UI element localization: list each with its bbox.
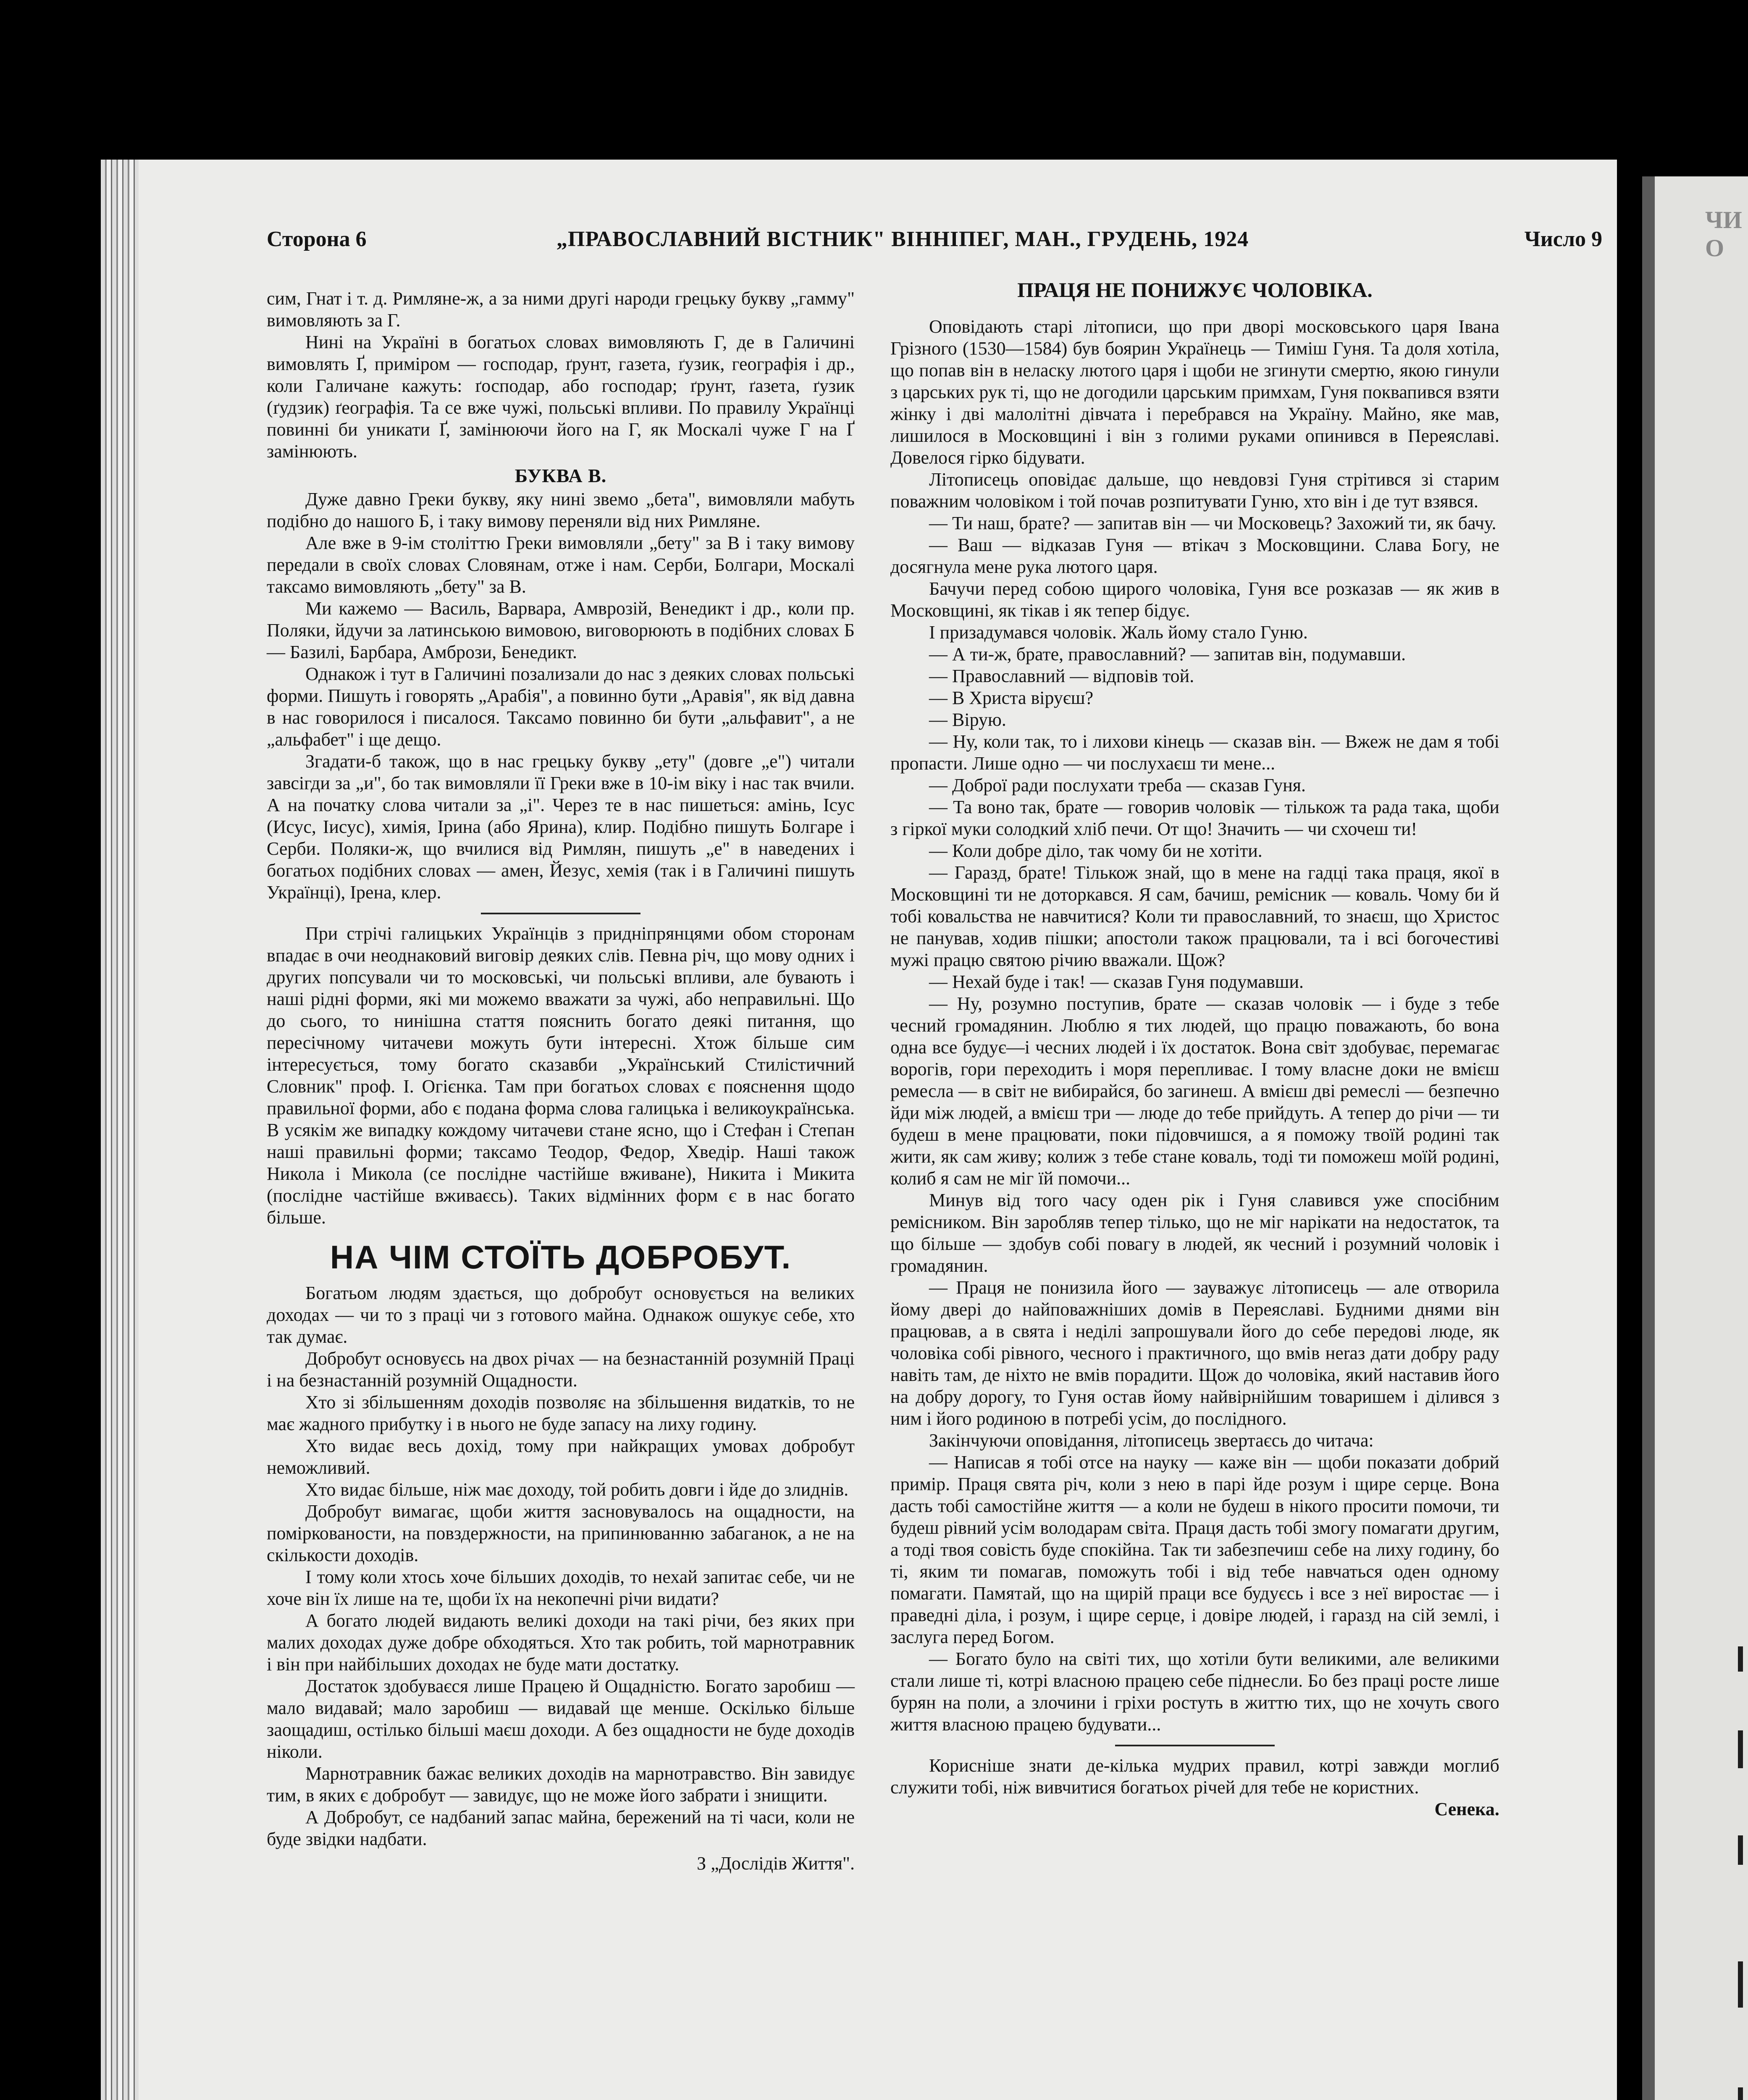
paragraph: — А ти-ж, брате, православний? — запитав він, подумавши. xyxy=(929,644,1406,664)
paragraph: Дуже давно Греки букву, яку нині звемо „бета", вимовляли мабуть подібно до нашого Б, і таку вимову переняли від них Римляне. xyxy=(267,489,855,531)
paragraph: — Доброї ради послухати треба — сказав Гуня. xyxy=(929,775,1306,795)
paragraph: Хто видає весь дохід, тому при найкращих умовах добробут неможливий. xyxy=(267,1436,855,1478)
paragraph: Літописець оповідає дальше, що невдовзі Гуня стрітився зі старим поважним чоловіком і той почав розпитувати Гуню, хто він і де тут взявся. xyxy=(890,469,1499,512)
paragraph: Богатьом людям здається, що добробут основується на великих доходах — чи то з праці чи з готового майна. Однакож ошукує себе, хто так думає. xyxy=(267,1283,855,1347)
paragraph: Марнотравник бажає великих доходів на марнотравство. Він завидує тим, в яких є добробут — завидує, що не може його забрати і знищити. xyxy=(267,1763,855,1806)
paragraph: — Ну, коли так, то і лихови кінець — сказав він. — Вжеж не дам я тобі пропасти. Лише одно — чи послухаєш ти мене... xyxy=(890,731,1499,774)
article-title: НА ЧІМ СТОЇТЬ ДОБРОБУТ. xyxy=(330,1239,792,1276)
paragraph: Згадати-б також, що в нас грецьку букву „ету" (довге „е") читали завсігди за „и", бо так вимовляли її Греки вже в 10-ім віку і нас так вчили. А на початку слова читали за „і". Через те в нас пишеться: амінь, Ісус (Исус, Іисус), химія, Ірина (або Ярина), клир. Подібно пишуть Болгаре і Серби. Поляки-ж, що вчилися від Римлян, пишуть „е" в наведених і богатьох подібних словах — амен, Йезус, хемія (так і в Галичині пишуть Українці), Ірена, клер. xyxy=(267,751,855,903)
page-gutter xyxy=(1642,176,1655,2100)
paragraph: І тому коли хтось хоче більших доходів, то нехай запитає себе, чи не хоче він їх лише на те, щоби їх на некопечні річи видати? xyxy=(267,1567,855,1609)
paragraph: Минув від того часу оден рік і Гуня славився уже спосібним ремісником. Він заробляв тепер тілько, що не міг нарікати на недостаток, та що більше — здобув собі повагу в людей, як чесний і розумний чоловік і громадянин. xyxy=(890,1190,1499,1276)
paragraph: — Православний — відповів той. xyxy=(929,666,1194,686)
left-column xyxy=(267,288,855,1874)
paragraph: — Написав я тобі отсе на науку — каже він — щоби показати добрий примір. Праця свята річ, коли з нею в парі йде розум і щире серце. Вона дасть тобі самостійне життя — а коли не будеш в нікого просити помочи, ти будеш рівний усім володарам світа. Праця дасть тобі змогу помагати другим, а тоді твоя совість буде спокійна. Так ти забезпечиш себе на лиху годину, бо ті, яким ти помагав, поможуть тобі і від тебе навчаться оден одному помагати. Памятай, що на щирій праци все будуєсь і все з неї виростає — і праведні діла, і розум, і щире серце, і довіре людей, і гаразд на сій землі, і заслуга перед Богом. xyxy=(890,1452,1499,1647)
paragraph: — В Христа віруєш? xyxy=(929,688,1094,708)
paragraph: Нині на Україні в богатьох словах вимовляють Г, де в Галичині вимовлять Ґ, приміром — господар, ґрунт, газета, ґузик, географія і др., коли Галичане кажуть: ґосподар, або господар; ґрунт, ґазета, ґузик (ґудзик) ґеографія. Та се вже чужі, польські впливи. По правилу Українці повинні би уникати Ґ, замінюючи його на Г, як Москалі чуже Г на Ґ замінюють. xyxy=(267,332,855,462)
edge-mark xyxy=(1738,2087,1743,2100)
paragraph: Однакож і тут в Галичині позализали до нас з деяких словах польські форми. Пишуть і говорять „Арабія", а повинно бути „Аравія", як від давна в нас говорилося і писалося. Таксамо повинно би бути „альфавит", а не „альфабет" і ще дещо. xyxy=(267,664,855,750)
paragraph: Але вже в 9-ім століттю Греки вимовляли „бету" за В і таку вимову передали в своїх словах Словянам, отже і нам. Серби, Болгари, Москалі таксамо вимовляють „бету" за В. xyxy=(267,533,855,597)
paragraph: При стрічі галицьких Українців з придніпрянцями обом сторонам впадає в очи неоднаковий виговір деяких слів. Певна річ, що мову одних і других попсували чи то московські, чи польські впливи, але бувають і наші рідні форми, які ми можемо вважати за чужі, або неправильні. Що до сього, то нинішна стаття пояснить богато деякі питання, що пересічному читачеви можуть бути інтересні. Хтож більше сим інтересується, тому богато сказавби „Український Стилістичний Словник" проф. І. Огієнка. Там при богатьох словах є пояснення щодо правильної форми, або є подана форма слова галицька і великоукраїнська. В усякім же випадку кождому читачеви стане ясно, що і Стефан і Степан наші правильні форми; таксамо Теодор, Федор, Хведір. Наші також Никола і Микола (се послідне частійше вживане), Никита і Микита (послідне частійше вживаєсь). Таких відмінних форм є в нас богато більше. xyxy=(267,923,855,1228)
edge-mark xyxy=(1738,1646,1743,1672)
paragraph: — Коли добре діло, так чому би не хотіти. xyxy=(929,840,1262,861)
paragraph: Хто зі збільшенням доходів позволяє на збільшення видатків, то не має жадного прибутку і в нього не буде запасу на лиху годину. xyxy=(267,1392,855,1434)
paragraph: — Ваш — відказав Гуня — втікач з Московщини. Слава Богу, не досягнула мене рука лютого царя. xyxy=(890,535,1499,577)
issue-number: Число 9 xyxy=(1524,227,1602,251)
paragraph: — Гаразд, брате! Тількож знай, що в мене на гадці така праця, якої в Московщині ти не доторкався. Я сам, бачиш, ремісник — коваль. Чому би й тобі ковальства не навчитися? Коли ти православний, то знаєш, що Христос не панував, ходив пішки; апостоли також працювали, та і всі богочестиві мужі працю святою річию вважали. Щож? xyxy=(890,862,1499,970)
next-page-fragment: ЧИ О xyxy=(1705,206,1742,262)
article-title: ПРАЦЯ НЕ ПОНИЖУЄ ЧОЛОВІКА. xyxy=(1017,278,1373,302)
paragraph: — Праця не понизила його — зауважує літописець — але отворила йому двері до найповажніших домів в Переяславі. Будними днями він працював, а в свята і неділі запрошували його до себе передові люде, як чоловіка собі рівного, чесного і практичного, що вмів неraз дати добру раду навіть там, де ніхто не вмів порадити. Щож до чоловіка, який наставив його на добру дорогу, то Гуня остав йому найвірнійшим товаришем і ділився з ним і його родиною в потребі усім, до послідного. xyxy=(890,1277,1499,1429)
paragraph: Достаток здобуваєся лише Працею й Ощадністю. Богато заробиш — мало видавай; мало заробиш — видавай ще менше. Оскілько більше заощадиш, остілько більші маєш доходи. А без ощадности не буде доходів ніколи. xyxy=(267,1676,855,1762)
paragraph: — Та воно так, брате — говорив чоловік — тількож та рада така, щоби з гіркої муки солодкий хліб печи. От що! Значить — чи схочеш ти! xyxy=(890,797,1499,839)
section-divider xyxy=(1115,1745,1275,1746)
paragraph: Хто видає більше, ніж має доходу, той робить довги і йде до злиднів. xyxy=(305,1479,849,1500)
newspaper-page xyxy=(139,160,1617,2100)
paragraph: Бачучи перед собою щирого чоловіка, Гуня все розказав — як жив в Московщині, як тікав і як тепер бідує. xyxy=(890,578,1499,621)
page-header xyxy=(267,227,1602,260)
next-page-edge xyxy=(1642,176,1748,2100)
right-column xyxy=(890,316,1499,1820)
paragraph: — Ти наш, брате? — запитав він — чи Московець? Захожий ти, як бачу. xyxy=(929,513,1496,533)
quote-author: Сенека. xyxy=(1434,1799,1499,1819)
publication-title: „ПРАВОСЛАВНИЙ ВІСТНИК" ВІННІПЕГ, МАН., ГРУДЕНЬ, 1924 xyxy=(556,227,1249,251)
paragraph: Закінчуючи оповідання, літописець звертаєсь до читача: xyxy=(929,1430,1374,1451)
quote: Корисніше знати де-кілька мудрих правил, котрі завжди моглиб служити тобі, ніж вивчитися богатьох річей для тебе не користних. xyxy=(890,1755,1499,1798)
paragraph: Ми кажемо — Василь, Варвара, Амврозій, Венедикт і др., коли пр. Поляки, йдучи за латинською вимовою, виговорюють в подібних словах Б — Базилі, Барбара, Амбрози, Бенедикт. xyxy=(267,598,855,662)
paragraph: — Нехай буде і так! — сказав Гуня подумавши. xyxy=(929,971,1304,992)
paragraph: — Богато було на світі тих, що хотіли бути великими, але великими стали лише ті, котрі власною працею себе піднесли. Бо без праці росте лише бурян на поли, а злочини і гріхи ростуть в життю тих, що не хочуть свого життя власною працею будувати... xyxy=(890,1648,1499,1735)
paragraph: — Вірую. xyxy=(929,709,1006,730)
page-number: Сторона 6 xyxy=(267,227,367,251)
paragraph: Добробут основуєсь на двох річах — на безнастанній розумній Праці і на безнастанній розумній Ощадности. xyxy=(267,1348,855,1391)
edge-mark xyxy=(1738,1961,1743,2008)
paragraph: — Ну, розумно поступив, брате — сказав чоловік — і буде з тебе чесний громадянин. Люблю я тих людей, що працю поважають, бо вона одна все будує—і чесних людей і їх достаток. Вона світ здобуває, перемагає ворогів, гори переходить і моря перепливає. І тому власне доки не вмієш ремесла — в світ не вибирайся, бо загинеш. А вмієш дві ремеслі — безпечно йди між людей, а вмієш три — люде до тебе прийдуть. А тепер до річи — ти будеш в мене працювати, поки підовчишся, а я поможу твоїй родині так жити, як сам живу; колиж з тебе стане коваль, тоді ти поможеш моїй родині, колиб я сам не міг їй помочи... xyxy=(890,993,1499,1189)
paragraph: І призадумався чоловік. Жаль йому стало Гуню. xyxy=(929,622,1308,643)
paragraph: А Добробут, се надбаний запас майна, бережений на ті часи, коли не буде звідки надбати. xyxy=(267,1807,855,1849)
section-divider xyxy=(481,913,640,914)
paragraph: Добробут вимагає, щоби життя засновувалось на ощадности, на поміркованости, на повздержности, на припинюванню забаганок, а не на скількости доходів. xyxy=(267,1501,855,1565)
paragraph: сим, Гнат і т. д. Римляне-ж, а за ними другі народи грецьку букву „гамму" вимовляють за Г. xyxy=(267,288,855,331)
edge-mark xyxy=(1738,1835,1743,1865)
section-title: БУКВА В. xyxy=(514,465,607,486)
book-binding xyxy=(101,160,139,2100)
article-source: З „Дослідів Життя". xyxy=(697,1853,855,1874)
edge-mark xyxy=(1738,1730,1743,1768)
paragraph: Оповідають старі літописи, що при дворі московського царя Івана Грізного (1530—1584) був боярин Українець — Тиміш Гуня. Та доля хотіла, що попав він в неласку лютого царя і щоби не згинути смертю, якою гинули з царських рук ті, що не догодили царським примхам, Гуня поквапився взяти жінку і дві малолітні дівчата і перебрався на Україну. Майно, яке мав, лишилося в Московщині і він з голими руками опинився в Переяславі. Довелося гірко бідувати. xyxy=(890,316,1499,468)
paragraph: А богато людей видають великі доходи на такі річи, без яких при малих доходах дуже добре обходяться. Хто так робить, той марнотравник і він при найбільших доходах не буде мати достатку. xyxy=(267,1610,855,1675)
